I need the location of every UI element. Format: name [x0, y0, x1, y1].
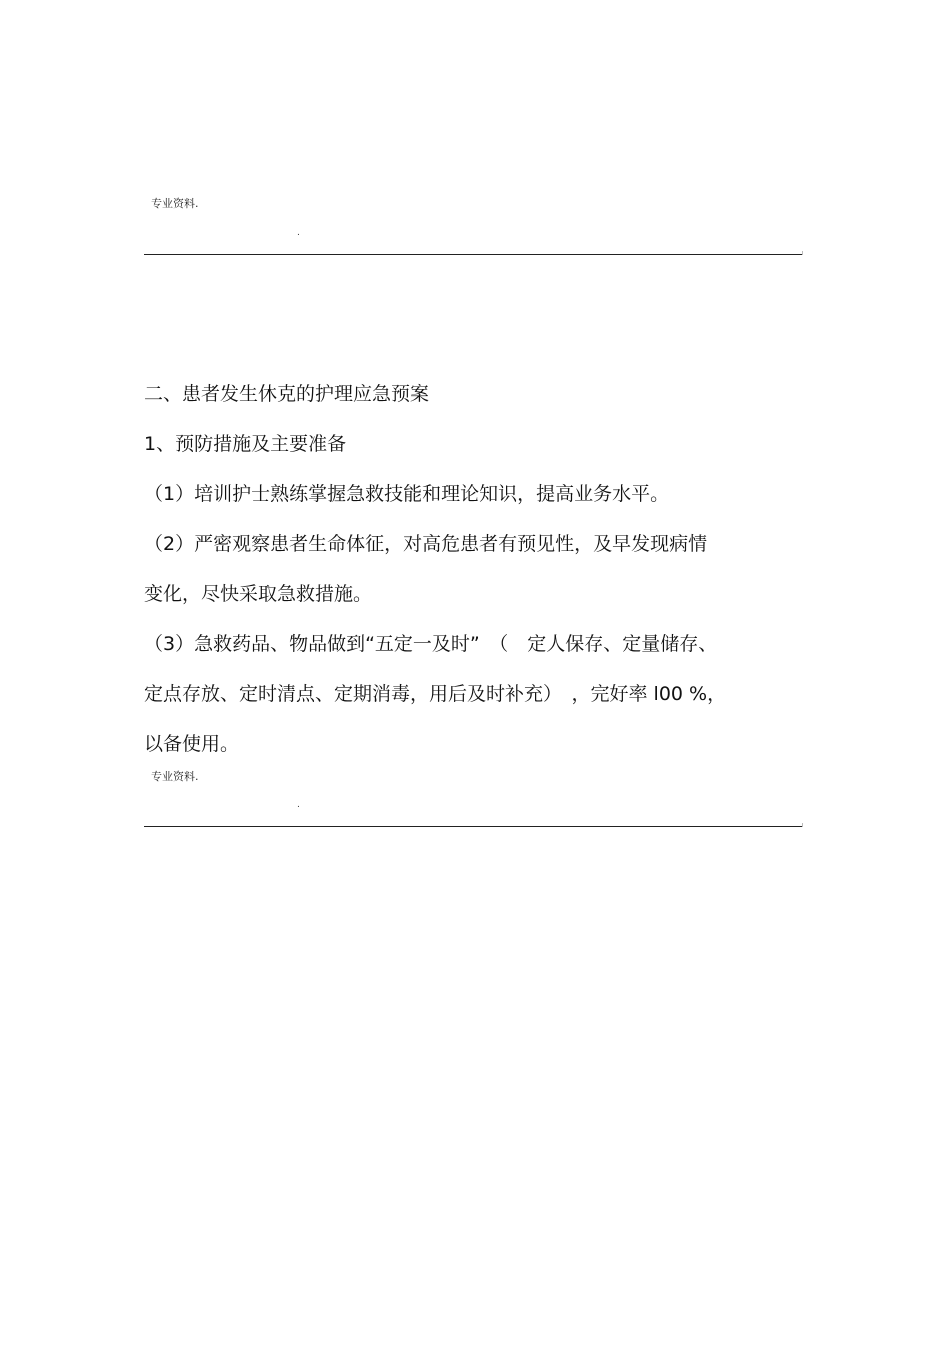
page-footer-label: 专业资料.: [151, 770, 199, 783]
section-title: 二、患者发生休克的护理应急预案: [144, 383, 430, 405]
paragraph-line: （3）急救药品、物品做到“五定一及时” （ 定人保存、定量储存、: [144, 633, 718, 655]
paragraph-line: 定点存放、定时清点、定期消毒，用后及时补充） ，完好率 l00 %，: [144, 683, 727, 705]
page-header-rule: [144, 254, 803, 255]
page-header-label: 专业资料.: [151, 197, 199, 210]
paragraph-line: （1）培训护士熟练掌握急救技能和理论知识，提高业务水平。: [144, 483, 670, 505]
subsection-title: 1、预防措施及主要准备: [144, 433, 347, 455]
paragraph-line: 以备使用。: [144, 733, 240, 755]
paragraph-line: 变化，尽快采取急救措施。: [144, 583, 373, 605]
page-header-dot: .: [297, 228, 300, 238]
page-footer-rule: [144, 826, 803, 827]
page-footer-dot: .: [297, 800, 300, 810]
paragraph-line: （2）严密观察患者生命体征，对高危患者有预见性，及早发现病情: [144, 533, 708, 555]
